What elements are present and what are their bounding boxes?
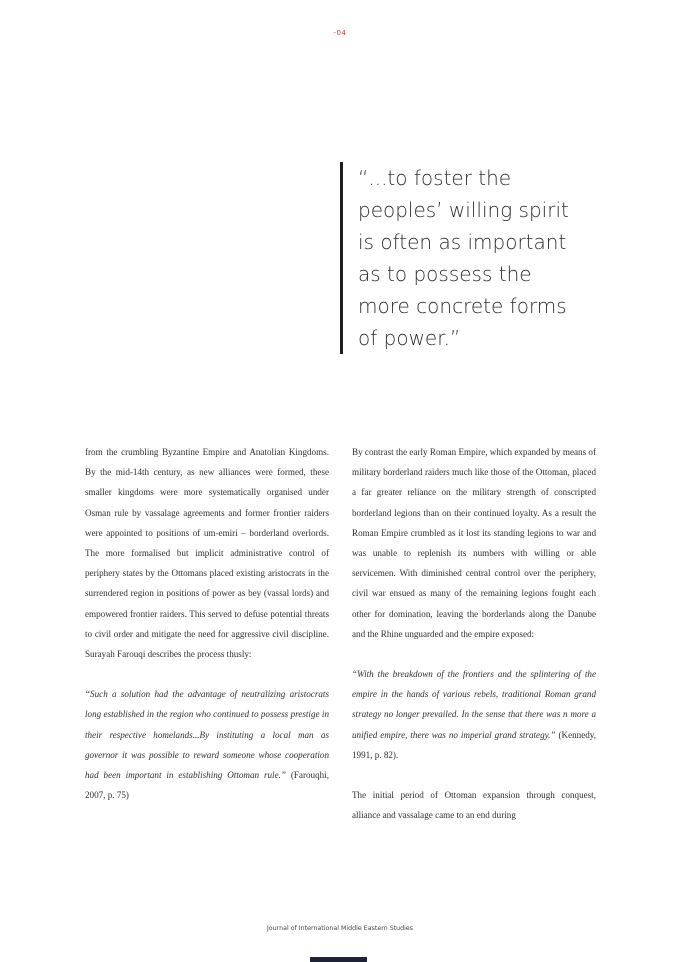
body-paragraph: from the crumbling Byzantine Empire and Anatolian Kingdoms. By the mid-14th century, as new alliances were formed, these smaller kingdoms were more systematically organised under Osman rule by vassalage agreements and former frontier raiders were appointed to positions of um-emiri – borderland overlords. The more formalised but implicit administrative control of periphery states by the Ottomans placed existing aristocrats in the surrendered region in positions of power as bey (vassal lords) and empowered frontier raiders. This served to defuse potential threats to civil order and mitigate the need for aggressive civil discipline. Surayah Farouqi describes the process thusly: <box>85 447 329 660</box>
pull-quote-line: is often as important <box>358 230 567 254</box>
body-paragraph: The initial period of Ottoman expansion through conquest, alliance and vassalage came to an end during <box>352 790 596 821</box>
pull-quote-line: peoples’ willing spirit <box>358 198 569 222</box>
block-quote-text: “Such a solution had the advantage of neutralizing aristocrats long established in the region who continued to possess prestige in their respective homelands...By instituting a local man as governor it was possible to reward someone whose cooperation had been important in establishing Ottoman rule.” <box>85 689 329 781</box>
quote-citation: (Farouqhi, 2007, p. 75) <box>85 770 329 801</box>
footer-bar <box>310 957 367 962</box>
block-quote <box>85 684 329 805</box>
pull-quote-line: “...to foster the <box>358 166 512 190</box>
journal-footer: Journal of International Middle Eastern Studies <box>266 925 414 932</box>
pull-quote-line: of power.” <box>358 326 461 350</box>
block-quote-text: “With the breakdown of the frontiers and the splintering of the empire in the hands of various rebels, traditional Roman grand strategy no longer prevailed. In the sense that there was n more a unified empire, there was no imperial grand strategy.” <box>352 669 596 740</box>
left-text-column <box>85 442 329 805</box>
body-paragraph: By contrast the early Roman Empire, which expanded by means of military borderland raiders much like those of the Ottoman, placed a far greater reliance on the military strength of conscripted borderland legions than on their continued loyalty. As a result the Roman Empire crumbled as it lost its standing legions to war and was unable to replenish its numbers with willing or able servicemen. With diminished central control over the periphery, civil war ensued as many of the remaining legions fought each other for domination, leaving the borderlands along the Danube and the Rhine unguarded and the empire exposed: <box>352 447 596 639</box>
quote-citation: (Kennedy, 1991, p. 82). <box>352 729 597 760</box>
block-quote <box>352 664 596 765</box>
pull-quote-line: as to possess the <box>358 262 532 286</box>
pull-quote-line: more concrete forms <box>358 294 567 318</box>
pull-quote <box>340 162 658 354</box>
page-number: -04 <box>333 29 347 37</box>
right-text-column <box>352 442 596 825</box>
